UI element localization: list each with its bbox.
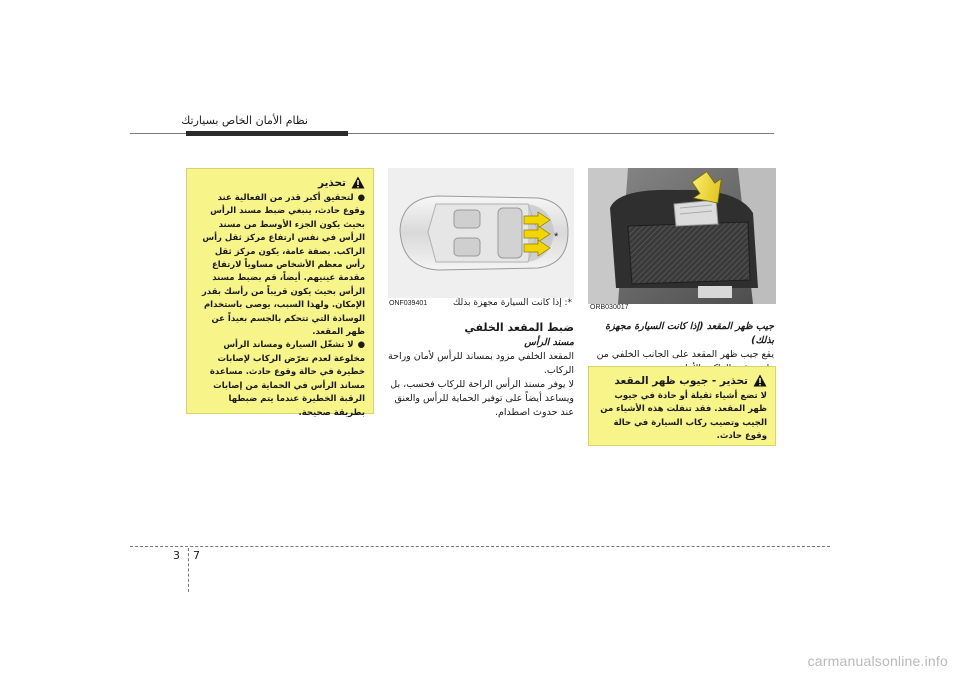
seatback-warning-text: لا تضع أشياء ثقيلة أو حادة في جيوب ظهر المقعد. فقد تنفلت هذه الأشياء من الجيب وتصيب ركاب السيارة في حالة وقوع حادث. xyxy=(600,391,767,442)
page-number: 7 xyxy=(193,549,200,562)
car-diagram-caption xyxy=(422,298,572,308)
headrest-warning-item-1-text: لتحقيق أكبر قدر من الفعالية عند وقوع حادث، ينبغي ضبط مسند الرأس بحيث يكون الجزء الأوسط من مسند الرأس في نفس ارتفاع مركز ثقل رأس الراكب. بصفة عامة، يكون مركز ثقل رأس معظم الأشخاص مساوياً لارتفاع مقدمة عينيهم. أيضاً، قم بضبط مسند الرأس بحيث يكون قريباً من رأسك بقدر الإمكان. ولهذا السبب، يوصى باستخدام الوسادة التي تتحكم بالجسم بعيداً عن ظهر المقعد. xyxy=(201,193,365,338)
seatback-warning-title: تحذير - جيوب ظهر المقعد xyxy=(614,374,748,387)
watermark: carmanualsonline.info xyxy=(807,653,948,669)
bullet: ● xyxy=(357,193,365,203)
headrest-warning-box xyxy=(186,168,374,418)
headrest-body-1: المقعد الخلفي مزود بمساند للرأس لأمان وراحة الركاب. xyxy=(387,351,574,376)
page-header-title: نظام الأمان الخاص بسيارتك xyxy=(181,114,308,127)
footer-rule xyxy=(130,546,830,547)
rear-seat-adjust-heading: ضبط المقعد الخلفي xyxy=(464,321,574,334)
warning-header xyxy=(195,176,365,189)
headrest-warning-item-1 xyxy=(195,192,365,339)
seatback-pocket-heading: جيب ظهر المقعد (إذا كانت السيارة مجهزة بذلك) xyxy=(605,321,774,346)
headrest-warning-title: تحذير xyxy=(317,176,346,189)
bullet: ● xyxy=(357,340,365,351)
car-diagram-caption-text: *: إذا كانت السيارة مجهزة بذلك xyxy=(452,298,572,308)
warning-triangle-icon xyxy=(753,374,767,387)
seat-photo-code: ORB030017 xyxy=(590,304,629,311)
car-top-view-diagram xyxy=(388,168,574,298)
page-section-number: 3 xyxy=(173,549,180,562)
headrest-warning-item-2-text: لا تشغّل السيارة ومساند الرأس مخلوعة لعدم تعرّض الركاب لإصابات خطيرة في حالة وقوع حادث. مساعدة مساند الرأس في الحماية من إصابات الرقبة الخطيرة عندما يتم ضبطها بطريقة صحيحة. xyxy=(209,340,365,418)
rear-seat-adjust-section xyxy=(388,320,574,420)
footer-divider xyxy=(188,548,189,592)
seatback-pocket-photo xyxy=(588,168,776,304)
warning-triangle-icon xyxy=(351,176,365,189)
headrest-body-2: لا يوفر مسند الرأس الراحة للركاب فحسب، بل ويساعد أيضاً على توفير الحماية للرأس والعنق عند حدوث اصطدام. xyxy=(390,379,574,418)
headrest-subheading: مسند الرأس xyxy=(524,337,574,348)
headrest-warning-item-2 xyxy=(195,339,365,419)
car-diagram-code: ONF039401 xyxy=(389,300,428,307)
svg-text:*: * xyxy=(554,231,559,243)
warning-header xyxy=(597,374,767,387)
seatback-pocket-body: يقع جيب ظهر المقعد على الجانب الخلفي من xyxy=(596,349,774,360)
header-accent-bar xyxy=(186,131,348,136)
seatback-pocket-warning-box xyxy=(588,366,776,446)
